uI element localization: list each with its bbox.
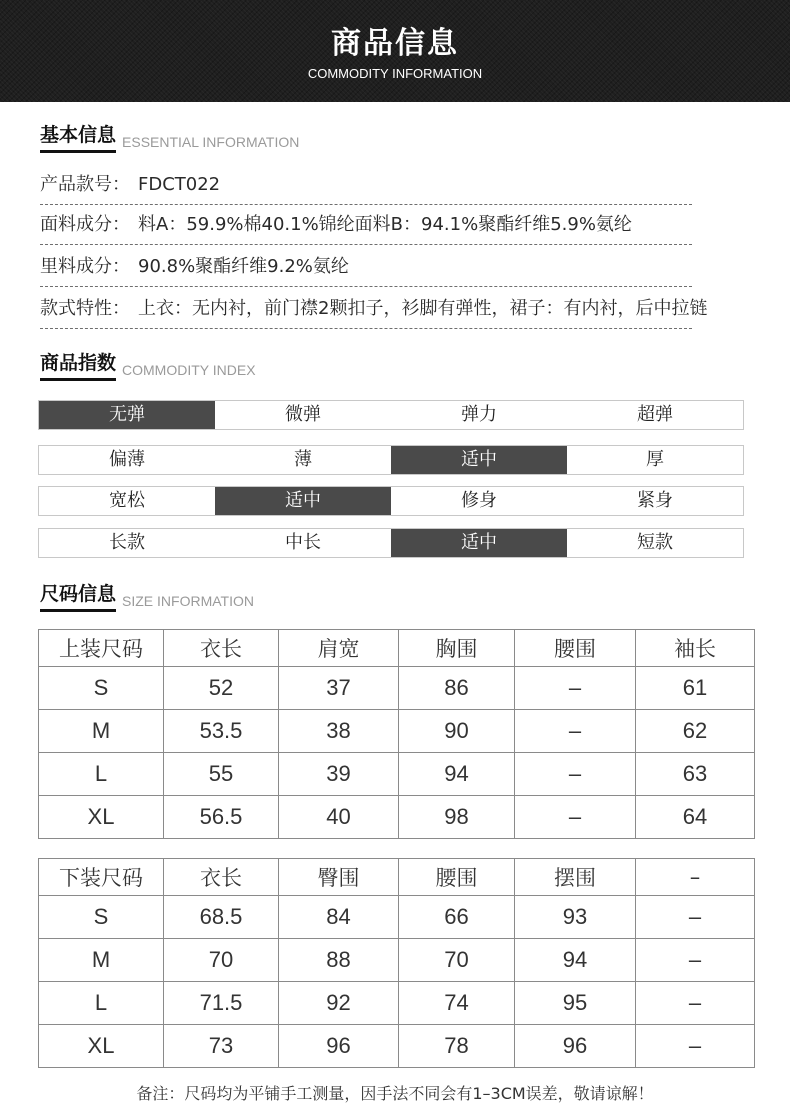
index-option: 中长 [285,532,321,553]
table-cell: – [515,753,636,796]
table-cell: 39 [279,753,399,796]
table-header-cell: 胸围 [399,630,515,667]
info-row-features [40,289,708,329]
index-option: 薄 [294,449,312,470]
table-cell: 61 [636,667,755,710]
table-cell: XL [39,796,164,839]
table-cell: 96 [515,1025,636,1068]
table-cell: 90 [399,710,515,753]
table-cell: – [515,710,636,753]
table-cell: – [515,667,636,710]
info-label: 产品款号： [40,174,130,195]
section-title-en: SIZE INFORMATION [122,593,254,609]
table-cell: 62 [636,710,755,753]
table-cell: 93 [515,896,636,939]
section-heading-index [40,350,256,380]
section-title: 基本信息 [40,122,116,153]
table-cell: 64 [636,796,755,839]
table-header-cell: 腰围 [399,859,515,896]
table-cell: 95 [515,982,636,1025]
index-row-thickness [38,445,744,475]
table-cell: 37 [279,667,399,710]
section-title-en: COMMODITY INDEX [122,362,256,378]
info-label: 里料成分： [40,256,130,277]
section-heading-basic [40,122,299,152]
index-option: 紧身 [637,490,673,511]
table-cell: L [39,982,164,1025]
table-cell: 86 [399,667,515,710]
table-cell: 56.5 [164,796,279,839]
table-cell: 96 [279,1025,399,1068]
table-cell: 63 [636,753,755,796]
section-heading-size [40,581,254,611]
table-cell: 40 [279,796,399,839]
section-title: 商品指数 [40,350,116,381]
index-option: 宽松 [109,490,145,511]
table-row [39,896,755,939]
info-label: 款式特性： [40,298,130,319]
table-cell: – [636,982,755,1025]
table-cell: 94 [515,939,636,982]
table-header-row [39,859,755,896]
table-header-cell: 臀围 [279,859,399,896]
info-value: 上衣：无内衬，前门襟2颗扣子，衫脚有弹性，裙子：有内衬，后中拉链 [138,298,708,319]
table-header-cell: 下装尺码 [39,859,164,896]
page-subtitle: COMMODITY INFORMATION [307,66,483,81]
table-cell: 52 [164,667,279,710]
index-option: 修身 [461,490,497,511]
table-cell: 71.5 [164,982,279,1025]
table-cell: M [39,939,164,982]
index-option: 偏薄 [109,449,145,470]
index-option: 微弹 [285,404,321,425]
table-cell: – [636,939,755,982]
index-row-elasticity [38,400,744,430]
table-cell: S [39,667,164,710]
info-row-fabric [40,205,692,245]
info-value: 料A：59.9%棉40.1%锦纶面料B：94.1%聚酯纤维5.9%氨纶 [138,214,632,235]
info-label: 面料成分： [40,214,130,235]
table-row [39,753,755,796]
table-header-cell: – [636,859,755,896]
table-header-cell: 腰围 [515,630,636,667]
index-option: 厚 [646,449,664,470]
table-cell: 98 [399,796,515,839]
section-title-en: ESSENTIAL INFORMATION [122,134,300,150]
table-cell: L [39,753,164,796]
info-value: FDCT022 [138,174,221,195]
bottom-size-table [38,858,755,1068]
table-cell: 66 [399,896,515,939]
table-row [39,667,755,710]
index-option: 适中 [391,446,567,474]
table-cell: 78 [399,1025,515,1068]
table-cell: S [39,896,164,939]
table-cell: 94 [399,753,515,796]
table-cell: – [636,896,755,939]
table-cell: 38 [279,710,399,753]
table-cell: 73 [164,1025,279,1068]
header-banner [0,0,790,102]
info-row-style-number [40,165,692,205]
index-option: 短款 [637,532,673,553]
table-cell: 68.5 [164,896,279,939]
table-cell: 55 [164,753,279,796]
table-cell: 53.5 [164,710,279,753]
table-cell: 70 [399,939,515,982]
index-option: 适中 [391,529,567,557]
table-header-cell: 衣长 [164,859,279,896]
table-header-cell: 袖长 [636,630,755,667]
measurement-note: 备注：尺码均为平铺手工测量，因手法不同会有1–3CM误差，敬请谅解！ [136,1084,654,1103]
table-row [39,1025,755,1068]
table-cell: – [515,796,636,839]
table-cell: M [39,710,164,753]
index-option: 无弹 [39,401,215,429]
index-option: 适中 [215,487,391,515]
index-row-fit [38,486,744,516]
table-header-cell: 肩宽 [279,630,399,667]
table-cell: 70 [164,939,279,982]
table-header-cell: 摆围 [515,859,636,896]
top-size-table [38,629,755,839]
index-row-length [38,528,744,558]
table-header-cell: 上装尺码 [39,630,164,667]
table-header-row [39,630,755,667]
table-row [39,796,755,839]
table-cell: 92 [279,982,399,1025]
index-option: 弹力 [461,404,497,425]
table-header-cell: 衣长 [164,630,279,667]
table-cell: 74 [399,982,515,1025]
section-title: 尺码信息 [40,581,116,612]
table-row [39,982,755,1025]
info-row-lining [40,247,692,287]
page-title: 商品信息 [331,26,459,61]
index-option: 长款 [109,532,145,553]
table-cell: – [636,1025,755,1068]
table-cell: 88 [279,939,399,982]
table-cell: XL [39,1025,164,1068]
table-row [39,710,755,753]
info-value: 90.8%聚酯纤维9.2%氨纶 [138,256,349,277]
index-option: 超弹 [637,404,673,425]
table-cell: 84 [279,896,399,939]
table-row [39,939,755,982]
